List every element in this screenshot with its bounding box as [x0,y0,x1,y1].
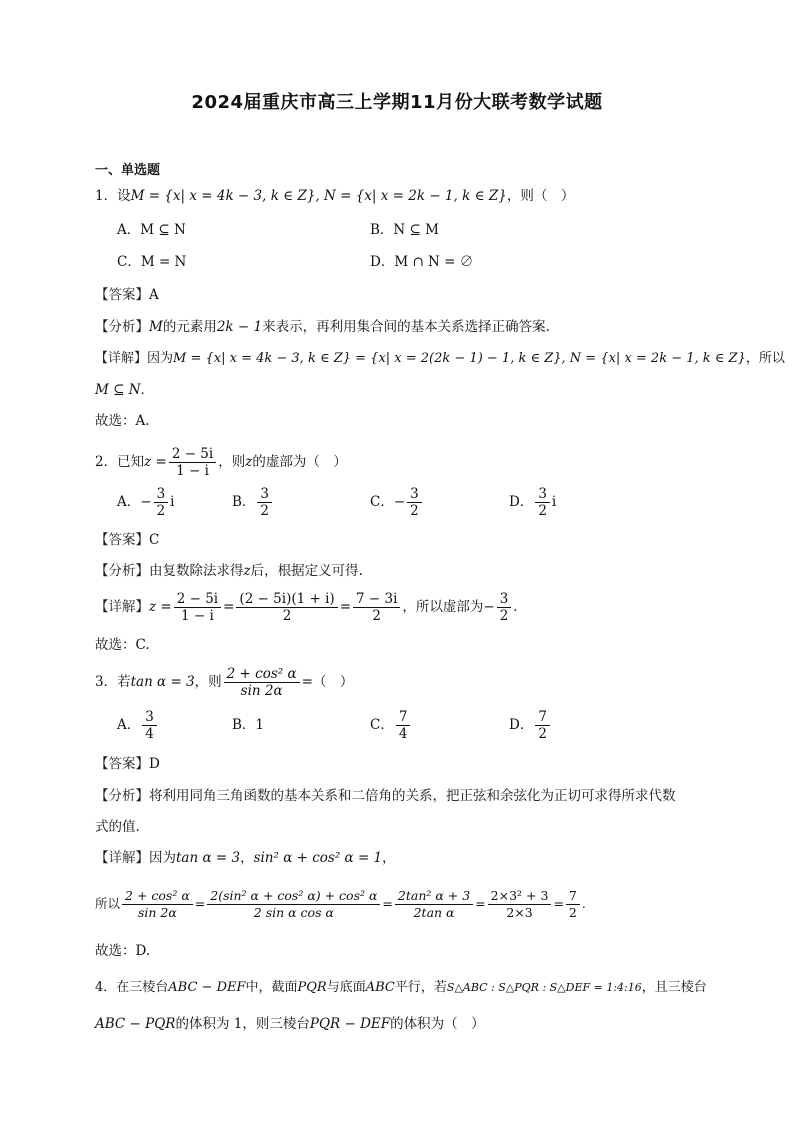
q3-detail-math2: sin² α + cos² α = 1 [253,850,383,866]
q1-stem-math: M = {x| x = 4k − 3, k ∈ Z}, N = {x| x = 2k − 1, k ∈ Z} [130,188,507,204]
q2-option-a [117,484,174,520]
q3-analysis [95,786,676,806]
q3-g2 [207,888,380,921]
answer-tag: 【答案】 [95,756,149,772]
q1-stem-end: ，则（ ） [506,188,575,204]
q1-detail-line2-end: ． [140,382,155,398]
q1-detail [95,349,785,369]
q2-stem-denominator: 1 − i [176,463,209,479]
q2-analysis-pre: 由复数除法求得 [149,563,244,579]
q3-detail-end2: . [581,896,586,911]
q3-g1 [122,888,193,921]
q2-analysis [95,561,363,581]
q3-g1-den: sin 2α [137,905,177,920]
q2-detail-frac4 [497,591,512,624]
q4-t1: 中，截面 [245,980,298,995]
q1-option-b: B．N ⊆ M [370,222,439,238]
q4-stem-line1 [95,978,707,998]
q3-option-c-label: C． [370,717,394,733]
q4-m4: S△ABC : S△PQR : S△DEF = 1:4:16 [446,981,642,994]
q3-g2-num: 2(sin² α + cos² α) + cos² α [207,888,380,905]
q3-g4 [488,888,552,921]
q3-stem-den: sin 2α [240,683,283,699]
q3-option-d-den: 2 [538,726,547,742]
q2-f2-den: 2 [282,608,292,624]
q3-so: 所以 [95,896,121,911]
q2-stem-mid: ，则 [218,454,246,470]
q3-g4-num: 2×3² + 3 [488,888,552,905]
analysis-tag: 【分析】 [95,788,149,804]
q3-option-a-num: 3 [142,709,157,726]
q2-detail-frac1 [174,591,221,624]
q2-option-d-fraction [535,486,550,519]
q2-option-d-label: D． [509,494,534,510]
q3-answer-value: D [149,756,160,772]
q3-option-a-fraction [142,709,157,742]
q2-stem [95,444,347,480]
q2-detail-sign: − [483,599,495,615]
q2-option-b [232,484,274,520]
q3-detail-derivation: 所以 $\frac{\text{2 + cos² α}}{\sin 2\alpha}$ = $\frac{\text{2(sin² α + cos² α) + cos² α}}{\text{2 sin α cos α}}$ = $\frac{\text{2tan² α + 3}}{\text{2tan α}}$ = $\frac{\text{2×3² + 3}}{2\times 3}$ = $\frac{7}{2}$ . [95,888,586,920]
q2-option-c-label: C． [370,494,394,510]
q3-g4-den: 2×3 [506,905,533,920]
q3-detail [95,848,396,868]
q3-option-a [117,707,159,743]
q3-choose: 故选：D. [95,943,151,959]
q2-detail-frac3 [353,591,400,624]
q2-analysis-z: z [243,563,251,579]
q2-option-d-den: 2 [538,503,547,519]
q3-option-a-label: A． [117,717,141,733]
q3-g2-den: 2 sin α cos α [253,905,334,920]
q3-stem-fraction [224,666,300,699]
detail-tag: 【详解】 [95,351,148,366]
q4-t6: 的体积为（ ） [390,1016,485,1032]
q3-answer [95,754,160,774]
q3-option-a-den: 4 [145,726,154,742]
q1-number: 1．设 [95,188,131,204]
q1-detail-line2-math: M ⊆ N [95,382,141,398]
q1-detail-pre: 因为 [147,351,174,366]
q4-m1: ABC − DEF [168,980,246,995]
q2-f3-num: 7 − 3i [353,591,400,608]
q3-stem-math: tan α = 3 [130,674,195,690]
q2-f4-num: 3 [497,591,512,608]
q2-f1-den: 1 − i [181,608,214,624]
q2-option-b-fraction [257,486,272,519]
q1-option-c: C．M = N [117,254,187,270]
q3-option-c-den: 4 [398,726,408,742]
q3-detail-math1: tan α = 3 [176,850,241,866]
q2-option-c [370,484,424,520]
q4-stem-line2 [95,1014,485,1034]
q2-choose: 故选：C. [95,637,150,653]
q2-analysis-post: 后，根据定义可得. [250,563,363,579]
q2-f3-den: 2 [372,608,381,624]
document-title: 2024届重庆市高三上学期11月份大联考数学试题 [191,92,603,113]
answer-tag: 【答案】 [95,532,149,548]
q4-t4: ，且三棱台 [641,980,707,995]
detail-tag: 【详解】 [95,850,149,866]
q3-stem-num: 2 + cos² α [224,666,300,683]
analysis-tag: 【分析】 [95,563,149,579]
q1-answer [95,285,159,305]
q3-g3 [395,888,473,921]
q2-option-d [509,484,556,520]
q3-option-b-label: B． [232,717,256,733]
q1-analysis-math: 2k − 1 [216,319,263,335]
q2-detail-end: ． [513,599,527,615]
q2-detail: 【详解】z = $\frac{2 - 5i}{1 - i}$ = $\frac{(2 - 5i)(1 + i)}{2}$ = $\frac{7 - 3i}{2}$ ，所以虚部为− $\frac{3}{2}$ ． [95,591,527,624]
q2-option-a-num: 3 [154,486,169,503]
q1-stem [95,186,574,206]
q2-number: 2．已知 [95,454,145,470]
q2-option-c-sign: − [393,494,406,510]
q2-detail-z: z = [149,599,172,615]
q3-g3-num: 2tan² α + 3 [395,888,473,905]
q1-detail-post: ，所以 [745,351,785,366]
q2-answer-value: C [149,532,160,548]
q2-option-b-num: 3 [257,486,272,503]
q1-analysis [95,317,550,337]
q2-z: z = [144,454,167,470]
q3-option-c-fraction [396,709,411,742]
q2-option-d-suffix: i [551,494,557,510]
q2-option-c-fraction [407,486,422,519]
q3-option-b-value: 1 [255,717,265,733]
q2-stem-numerator: 2 − 5i [169,446,216,463]
q3-detail-end1: ， [382,850,396,866]
q3-analysis-line2: 式的值. [95,819,140,835]
q3-stem [95,664,353,700]
q1-detail-math: M = {x| x = 4k − 3, k ∈ Z} = {x| x = 2(2k − 1) − 1, k ∈ Z}, N = {x| x = 2k − 1, k ∈ Z} [173,351,746,366]
q2-option-b-label: B． [232,494,256,510]
q2-f2-num: (2 − 5i)(1 + i) [236,591,337,608]
q4-t2: 与底面 [326,980,366,995]
q1-analysis-mid: 的元素用 [162,319,217,335]
q3-option-d [509,707,552,743]
q1-analysis-m: M [149,319,163,335]
q2-detail-mid: ，所以虚部为 [402,599,484,615]
q4-t5: 的体积为 1，则三棱台 [175,1016,310,1032]
q2-option-a-suffix: i [170,494,175,510]
q3-detail-sep: ， [240,850,254,866]
q4-t3: 平行，若 [394,980,447,995]
q4-m5: ABC − PQR [95,1016,176,1032]
q3-g5 [566,888,580,921]
q2-option-a-label: A． [117,494,141,510]
q3-g1-num: 2 + cos² α [122,888,193,905]
q3-stem-mid: ，则 [194,674,222,690]
q2-stem-fraction [169,446,216,479]
q3-option-d-label: D． [509,717,534,733]
q2-option-c-num: 3 [407,486,422,503]
q2-option-b-den: 2 [260,503,270,519]
q1-option-a: A．M ⊆ N [117,222,186,238]
q1-option-d: D．M ∩ N = ∅ [370,254,474,270]
section-heading: 一、单选题 [95,163,161,178]
q3-detail-pre: 因为 [149,850,176,866]
q3-option-c-num: 7 [396,709,411,726]
q3-g3-den: 2tan α [413,905,455,920]
q3-g5-num: 7 [566,888,580,905]
q3-analysis-line1: 将利用同角三角函数的基本关系和二倍角的关系，把正弦和余弦化为正切可求得所求代数 [149,788,676,804]
q1-analysis-post: 来表示，再利用集合间的基本关系选择正确答案. [262,319,550,335]
q2-option-a-fraction [154,486,169,519]
q3-option-c [370,707,412,743]
q3-option-d-fraction [535,709,550,742]
q3-stem-end: =（ ） [301,674,354,690]
q2-option-c-den: 2 [410,503,419,519]
q4-m6: PQR − DEF [309,1016,391,1032]
q2-detail-frac2 [236,591,337,624]
q2-f1-num: 2 − 5i [174,591,221,608]
q1-choose: 故选：A. [95,413,150,429]
q3-g5-den: 2 [568,905,577,920]
q4-m2: PQR [297,980,327,995]
q2-f4-den: 2 [499,608,509,624]
q2-option-a-den: 2 [156,503,166,519]
q4-number: 4．在三棱台 [95,980,169,995]
q3-option-d-num: 7 [535,709,550,726]
q2-stem-end: 的虚部为（ ） [252,454,347,470]
detail-tag: 【详解】 [95,599,149,615]
q3-option-b [232,707,264,743]
q4-m3: ABC [365,980,395,995]
q3-number: 3．若 [95,674,131,690]
q2-answer [95,530,159,550]
answer-tag: 【答案】 [95,287,149,303]
q2-option-d-num: 3 [535,486,550,503]
q2-option-a-sign: − [140,494,152,510]
q1-detail-line2 [95,380,154,400]
q2-z2: z [245,454,253,470]
q1-answer-value: A [149,287,159,303]
analysis-tag: 【分析】 [95,319,149,335]
